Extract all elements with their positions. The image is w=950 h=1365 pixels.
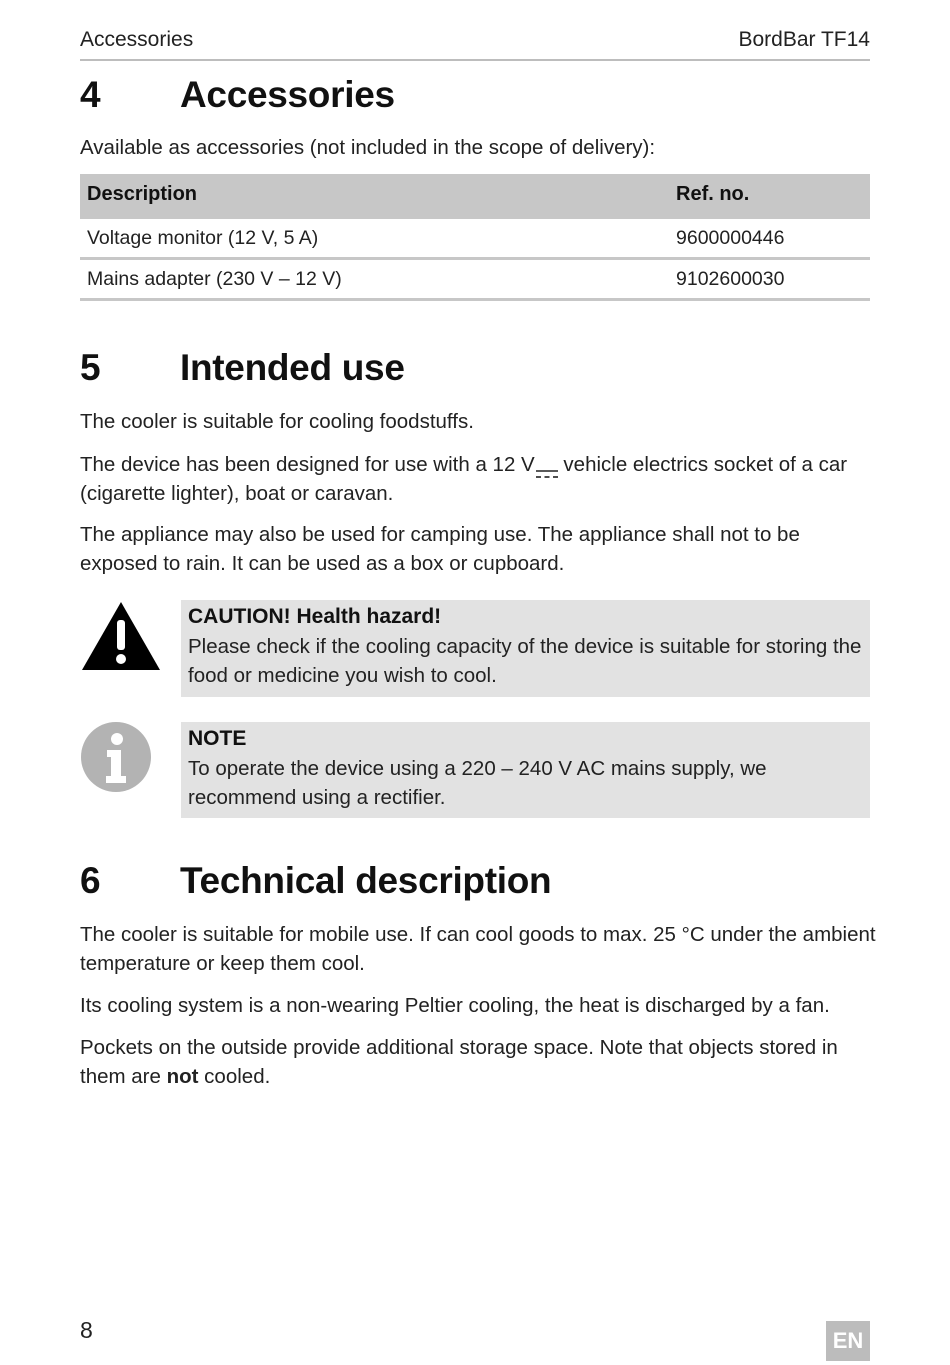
section-5-title: Intended use <box>180 347 405 388</box>
language-badge: EN <box>826 1321 870 1361</box>
running-header-section: Accessories <box>80 28 194 51</box>
header-divider <box>80 59 870 61</box>
section-6-title: Technical description <box>180 860 552 901</box>
caution-heading: CAUTION! Health hazard! <box>188 605 442 628</box>
section-5-paragraph-3: The appliance may also be used for camping use. The appliance shall not to be exposed to rain. It can be used as a box or cupboard. <box>80 523 800 575</box>
section-4-title: Accessories <box>180 74 395 115</box>
note-text: To operate the device using a 220 – 240 V AC mains supply, we recommend using a rectifier. <box>188 757 767 809</box>
dc-symbol-icon <box>536 459 558 469</box>
section-4-number: 4 <box>80 74 101 115</box>
table-cell-ref-no: 9102600030 <box>676 268 785 290</box>
section-5-number: 5 <box>80 347 101 388</box>
table-row <box>80 219 870 260</box>
warning-triangle-icon <box>80 600 162 672</box>
running-header-product: BordBar TF14 <box>738 28 870 51</box>
table-row <box>80 260 870 301</box>
section-6-number: 6 <box>80 860 101 901</box>
info-icon <box>80 721 152 793</box>
paragraph-text: Pockets on the outside provide additional storage space. Note that objects stored in them are <box>80 1036 838 1088</box>
accessories-table <box>80 174 870 301</box>
emphasis-text: not <box>166 1064 199 1088</box>
section-6-paragraph-2: Its cooling system is a non-wearing Peltier cooling, the heat is discharged by a fan. <box>80 994 830 1017</box>
table-cell-description: Mains adapter (230 V – 12 V) <box>87 268 342 290</box>
section-6-paragraph-1: The cooler is suitable for mobile use. If can cool goods to max. 25 °C under the ambient temperature or keep them cool. <box>80 923 876 975</box>
paragraph-text: cooled. <box>198 1064 271 1088</box>
section-6-paragraph-3 <box>80 1034 880 1091</box>
table-cell-ref-no: 9600000446 <box>676 227 785 249</box>
paragraph-text: The device has been designed for use with a 12 V <box>80 453 535 476</box>
paragraph-text: vehicle electrics socket of a car (cigarette lighter), boat or caravan. <box>80 453 848 505</box>
caution-text: Please check if the cooling capacity of the device is suitable for storing the food or medicine you wish to cool. <box>188 635 862 687</box>
table-header-description: Description <box>87 183 198 205</box>
section-4-intro: Available as accessories (not included in the scope of delivery): <box>80 136 656 159</box>
page-number: 8 <box>80 1317 93 1343</box>
caution-box <box>181 600 870 697</box>
section-5-paragraph-2 <box>80 451 880 508</box>
table-header-ref-no: Ref. no. <box>676 183 750 205</box>
note-heading: NOTE <box>188 727 247 750</box>
table-cell-description: Voltage monitor (12 V, 5 A) <box>87 227 319 249</box>
section-5-paragraph-1: The cooler is suitable for cooling foodstuffs. <box>80 410 474 433</box>
note-box <box>181 722 870 818</box>
table-header-row <box>80 174 870 219</box>
